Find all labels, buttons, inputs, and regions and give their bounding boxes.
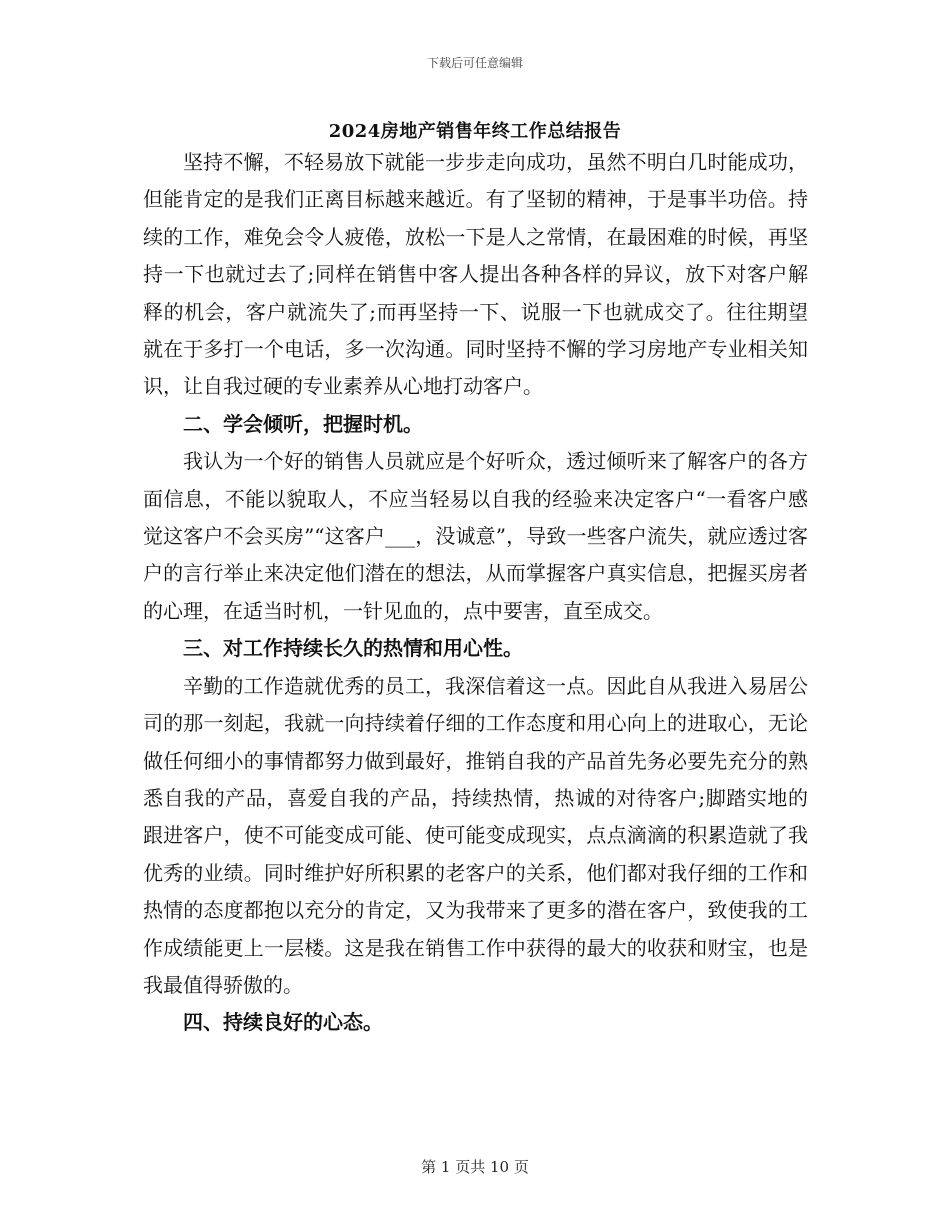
- paragraph-listening: 我认为一个好的销售人员就应是个好听众，透过倾听来了解客户的各方面信息，不能以貌取人，不应当轻易以自我的经验来决定客户“一看客户感觉这客户不会买房”“这客户___，没诚意”，导致一些客户流失，就应透过客户的言行举止来决定他们潜在的想法，从而掌握客户真实信息，把握买房者的心理，在适当时机，一针见血的，点中要害，直至成交。: [143, 449, 808, 623]
- section-heading-enthusiasm: 三、对工作持续长久的热情和用心性。: [183, 636, 523, 661]
- paragraph-enthusiasm: 辛勤的工作造就优秀的员工，我深信着这一点。因此自从我进入易居公司的那一刻起，我就一向持续着仔细的工作态度和用心向上的进取心，无论做任何细小的事情都努力做到最好，推销自我的产品首先务必要先充分的熟悉自我的产品，喜爱自我的产品，持续热情，热诚的对待客户;脚踏实地的跟进客户，使不可能变成可能、使可能变成现实，点点滴滴的积累造就了我优秀的业绩。同时维护好所积累的老客户的关系，他们都对我仔细的工作和热情的态度都抱以充分的肯定，又为我带来了更多的潜在客户，致使我的工作成绩能更上一层楼。这是我在销售工作中获得的最大的收获和财宝，也是我最值得骄傲的。: [143, 673, 808, 997]
- paragraph-perseverance: 坚持不懈，不轻易放下就能一步步走向成功，虽然不明白几时能成功，但能肯定的是我们正离目标越来越近。有了坚韧的精神，于是事半功倍。持续的工作，难免会令人疲倦，放松一下是人之常情，在最困难的时候，再坚持一下也就过去了;同样在销售中客人提出各种各样的异议，放下对客户解释的机会，客户就流失了;而再坚持一下、说服一下也就成交了。往往期望就在于多打一个电话，多一次沟通。同时坚持不懈的学习房地产专业相关知识，让自我过硬的专业素养从心地打动客户。: [143, 150, 808, 399]
- section-heading-mindset: 四、持续良好的心态。: [183, 1010, 383, 1035]
- document-title: 2024房地产销售年终工作总结报告: [328, 121, 622, 142]
- page-header: 下载后可任意编辑: [426, 56, 523, 70]
- page-number-footer: 第 1 页共 10 页: [421, 1158, 529, 1176]
- section-heading-listening: 二、学会倾听，把握时机。: [183, 411, 423, 436]
- document-body: [143, 144, 808, 1042]
